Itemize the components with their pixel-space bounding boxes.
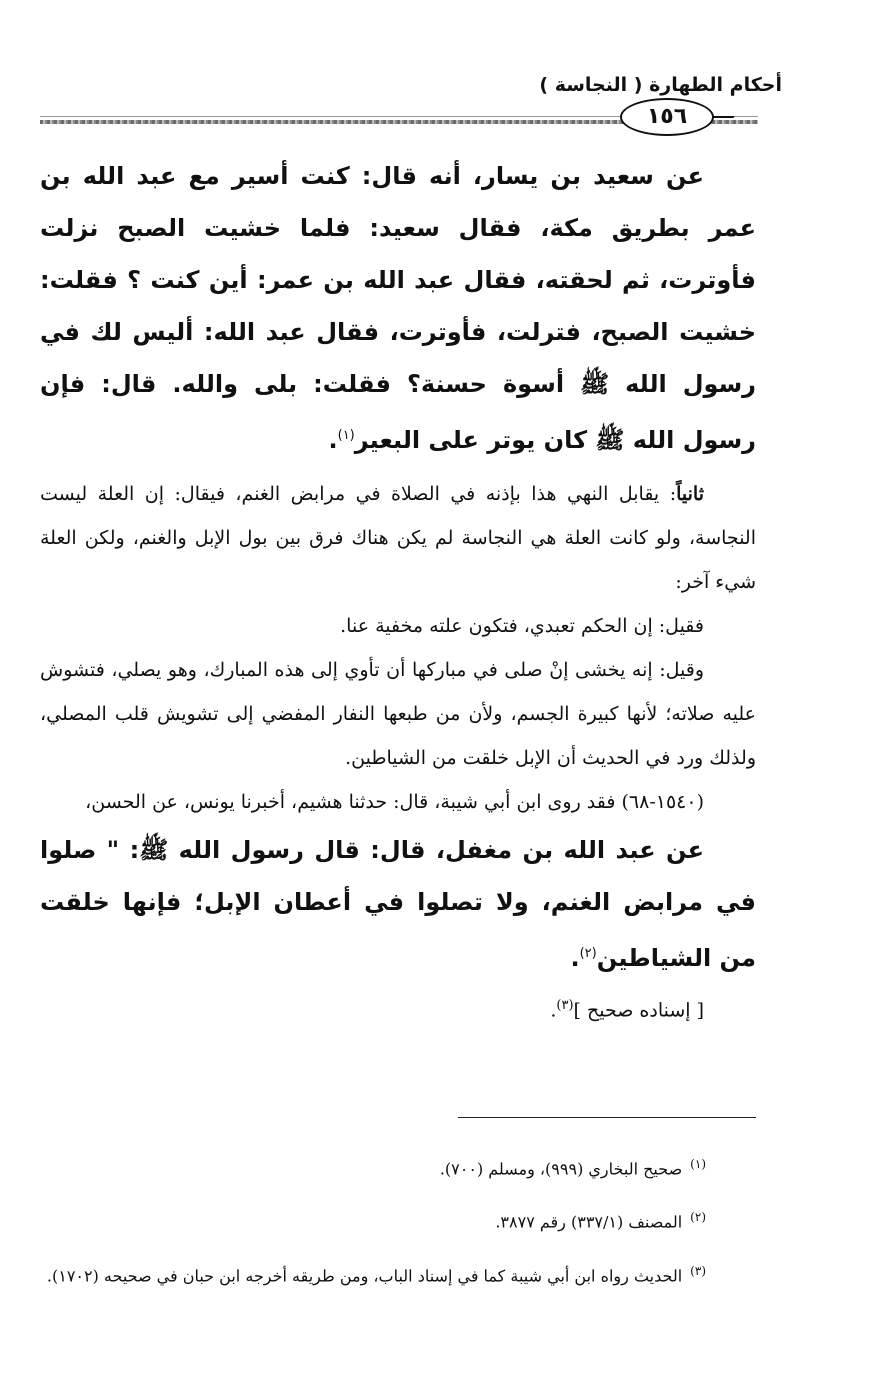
paragraph-secondly <box>40 472 756 604</box>
footnote-2 <box>40 1193 756 1246</box>
footnote-text-1: صحيح البخاري (٩٩٩)، ومسلم (٧٠٠). <box>439 1159 683 1179</box>
hadith-end-2: . <box>570 944 580 972</box>
footnote-mark-3: (٣) <box>690 1263 706 1278</box>
footnote-text-2: المصنف (٣٣٧/١) رقم ٣٨٧٧. <box>495 1212 683 1232</box>
footnote-ref-2: (٢) <box>579 946 597 961</box>
footnote-1 <box>40 1140 756 1193</box>
hadith-paragraph-2 <box>40 824 756 984</box>
hadith-end-1: . <box>328 426 338 454</box>
footnote-ref-1: (١) <box>337 428 355 443</box>
paragraph-opinion-2: وقيل: إنه يخشى إنْ صلى في مباركها أن تأوي إلى هذه المبارك، وهو يصلي، فتشوش عليه صلاته؛ لأنها كبيرة الجسم، ولأن من طبعها النفار المفضي إلى تشويش قلب المصلي، ولذلك ورد في الحديث أن الإبل خلقت من الشياطين. <box>40 659 756 769</box>
hadith-text-1: عن سعيد بن يسار، أنه قال: كنت أسير مع عبد الله بن عمر بطريق مكة، فقال سعيد: فلما خشيت الصبح نزلت فأوترت، ثم لحقته، فقال عبد الله بن عمر: أين كنت ؟ فقلت: خشيت الصبح، فترلت، فأوترت، فقال عبد الله: أليس لك في رسول الله ﷺ أسوة حسنة؟ فقلت: بلى والله. قال: فإن رسول الله ﷺ كان يوتر على البعير <box>40 162 756 454</box>
hadith-paragraph-1 <box>40 150 756 466</box>
footnote-separator <box>458 1117 756 1118</box>
main-text <box>40 150 756 1032</box>
paragraph-grading <box>40 984 756 1032</box>
page-number: ١٥٦ <box>620 98 714 136</box>
running-header-title: أحكام الطهارة ( النجاسة ) <box>539 74 782 96</box>
grading-text: [ إسناده صحيح ] <box>573 999 704 1022</box>
footnote-3 <box>40 1247 756 1300</box>
hadith-text-2: عن عبد الله بن مغفل، قال: قال رسول الله ﷺ: " صلوا في مرابض الغنم، ولا تصلوا في أعطان الإبل؛ فإنها خلقت من الشياطين <box>40 836 756 972</box>
secondly-text: : يقابل النهي هذا بإذنه في الصلاة في مرابض الغنم، فيقال: إن العلة ليست النجاسة، ولو كانت العلة هي النجاسة لم يكن هناك فرق بين بول الإبل والغنم، ولكن العلة شيء آخر: <box>40 483 756 593</box>
footnote-mark-1: (١) <box>690 1157 706 1171</box>
footnotes <box>40 1140 756 1300</box>
paragraph-opinion-1: فقيل: إن الحكم تعبدي، فتكون علته مخفية عنا. <box>340 615 704 637</box>
footnote-mark-2: (٢) <box>690 1210 706 1225</box>
footnote-ref-3: (٣) <box>556 998 574 1013</box>
secondly-lead: ثانياً <box>676 483 704 505</box>
footnote-text-3: الحديث رواه ابن أبي شيبة كما في إسناد الباب، ومن طريقه أخرجه ابن حبان في صحيحه (١٧٠٢). <box>46 1265 683 1285</box>
grading-end: . <box>550 999 557 1022</box>
paragraph-narration: (١٥٤٠-٦٨) فقد روى ابن أبي شيبة، قال: حدثنا هشيم، أخبرنا يونس، عن الحسن، <box>85 791 704 813</box>
